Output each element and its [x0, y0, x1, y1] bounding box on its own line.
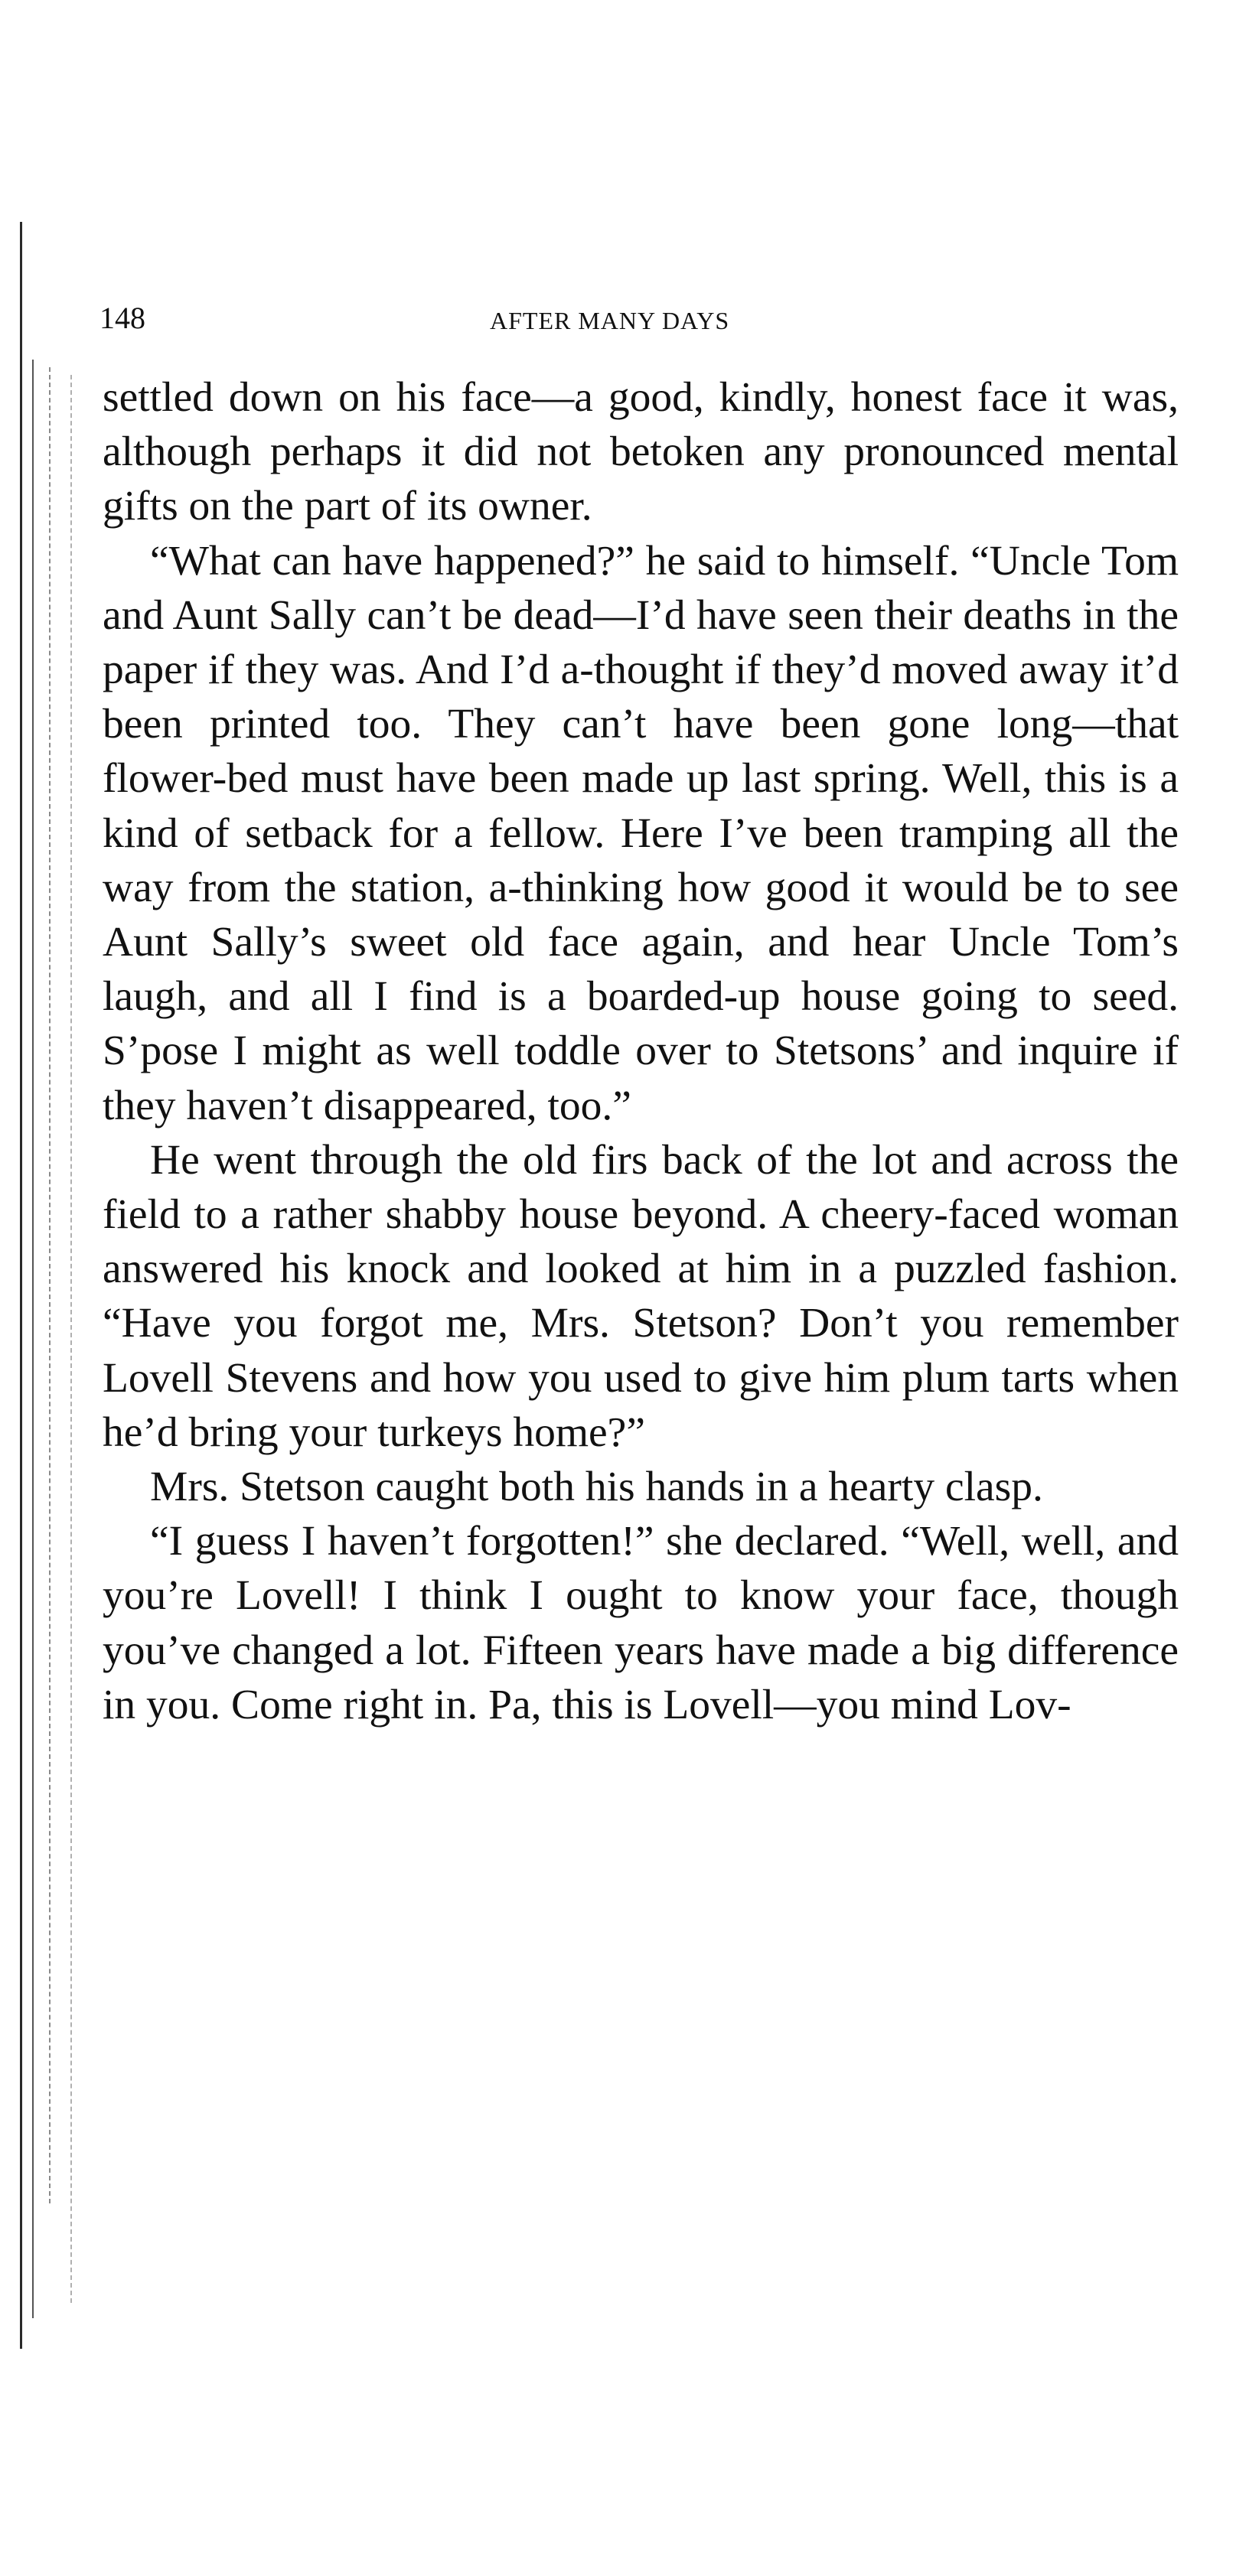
running-head: AFTER MANY DAYS: [490, 307, 730, 334]
page-header: [99, 298, 1182, 344]
binding-line: [32, 360, 34, 2318]
paragraph: “What can have happened?” he said to himself. “Uncle Tom and Aunt Sally can’t be dead—I’d have seen their deaths in the paper if they was. And I’d a-thought if they’d moved away it’d been printed too. They can’t have been gone long—that flower-bed must have been made up last spring. Well, this is a kind of setback for a fellow. Here I’ve been tramping all the way from the station, a-thinking how good it would be to see Aunt Sally’s sweet old face again, and hear Uncle Tom’s laugh, and all I find is a boarded-up house going to seed. S’pose I might as well toddle over to Stetsons’ and inquire if they haven’t disappeared, too.”: [103, 537, 1179, 1129]
paragraph: Mrs. Stetson caught both his hands in a hearty clasp.: [150, 1464, 1043, 1511]
paragraph: “I guess I haven’t forgotten!” she declared. “Well, well, and you’re Lovell! I think I ought to know your face, though you’ve changed a lot. Fifteen years have made a big difference in you. Come right in. Pa, this is Lovell—you mind Lov-: [103, 1518, 1179, 1728]
binding-edge: [0, 222, 84, 2349]
body-text: [103, 370, 1179, 1732]
binding-dashes: [49, 367, 52, 2203]
binding-line: [20, 222, 22, 2349]
paragraph: settled down on his face—a good, kindly, honest face it was, although perhaps it did not betoken any pronounced mental gifts on the part of its owner.: [103, 374, 1179, 530]
binding-dashes: [70, 375, 73, 2303]
paragraph: He went through the old firs back of the lot and across the field to a rather shabby house beyond. A cheery-faced woman answered his knock and looked at him in a puzzled fashion. “Have you forgot me, Mrs. Stetson? Don’t you remember Lovell Stevens and how you used to give him plum tarts when he’d bring your turkeys home?”: [103, 1136, 1179, 1456]
page-number: 148: [99, 301, 145, 335]
